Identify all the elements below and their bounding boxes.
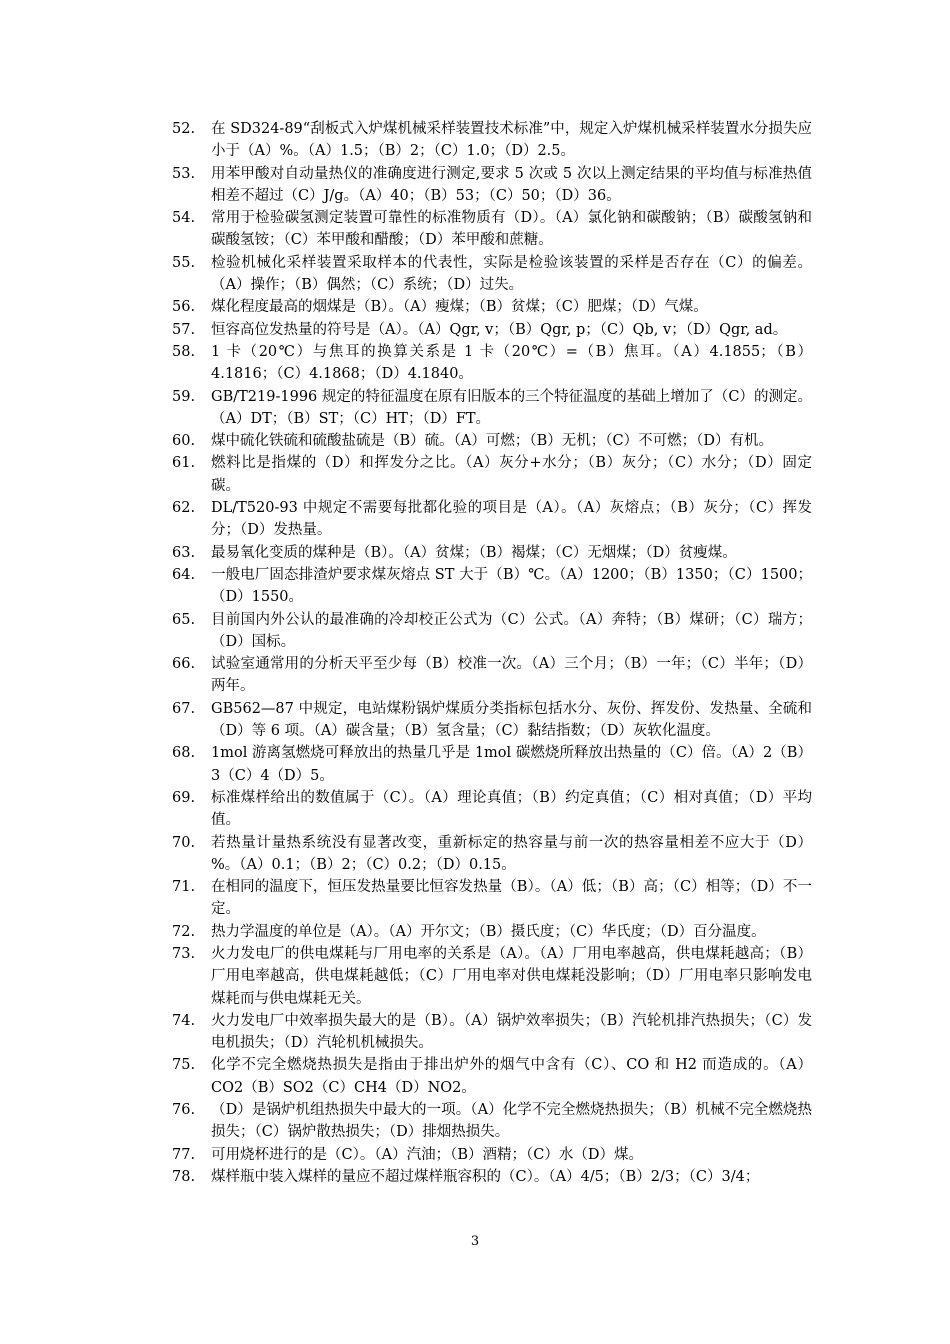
question-text: 火力发电厂的供电煤耗与厂用电率的关系是（A）。（A）厂用电率越高，供电煤耗越高；（B）厂用电率越高，供电煤耗越低；（C）厂用电率对供电煤耗没影响；（D）厂用电率只影响发电煤耗而与供电煤耗无关。 bbox=[211, 945, 812, 1007]
question-text: 恒容高位发热量的符号是（A）。（A）Qgr, v；（B）Qgr, p；（C）Qb, v；（D）Qgr, ad。 bbox=[211, 321, 788, 338]
question-text: GB562—87 中规定，电站煤粉锅炉煤质分类指标包括水分、灰份、挥发份、发热量、全硫和（D）等 6 项。（A）碳含量；（B）氢含量；（C）黏结指数；（D）灰软化温度。 bbox=[211, 700, 812, 740]
question-text: 燃料比是指煤的（D）和挥发分之比。（A）灰分+水分；（B）灰分；（C）水分；（D）固定碳。 bbox=[211, 455, 812, 494]
question-number: 68. bbox=[172, 745, 196, 762]
question-item bbox=[172, 1166, 812, 1188]
question-number: 76. bbox=[172, 1102, 196, 1119]
question-number: 52. bbox=[172, 121, 196, 137]
question-text: 可用烧杯进行的是（C）。（A）汽油；（B）酒精；（C）水（D）煤。 bbox=[211, 1146, 643, 1163]
question-item bbox=[172, 386, 812, 431]
question-number: 70. bbox=[172, 834, 196, 851]
question-text: 在相同的温度下，恒压发热量要比恒容发热量（B）。（A）低；（B）高；（C）相等；（D）不一定。 bbox=[211, 879, 812, 918]
question-text: 1mol 游离氢燃烧可释放出的热量几乎是 1mol 碳燃烧所释放出热量的（C）倍。（A）2（B）3（C）4（D）5。 bbox=[211, 745, 812, 784]
question-text: DL/T520-93 中规定不需要每批都化验的项目是（A）。（A）灰熔点；（B）灰分；（C）挥发分；（D）发热量。 bbox=[211, 500, 812, 539]
question-text: 一般电厂固态排渣炉要求煤灰熔点 ST 大于（B）℃。（A）1200；（B）1350；（C）1500；（D）1550。 bbox=[211, 566, 812, 606]
question-item bbox=[172, 497, 812, 542]
question-item bbox=[172, 118, 812, 163]
question-item bbox=[172, 1144, 812, 1166]
question-item bbox=[172, 921, 812, 943]
question-text: 试验室通常用的分析天平至少每（B）校准一次。（A）三个月；（B）一年；（C）半年；（D）两年。 bbox=[211, 656, 812, 695]
question-item bbox=[172, 653, 812, 698]
question-number: 56. bbox=[172, 299, 196, 316]
question-text: （D）是锅炉机组热损失中最大的一项。（A）化学不完全燃烧热损失；（B）机械不完全燃烧热损失；（C）锅炉散热损失；（D）排烟热损失。 bbox=[211, 1102, 812, 1141]
question-text: 热力学温度的单位是（A）。（A）开尔文；（B）摄氏度；（C）华氏度；（D）百分温度。 bbox=[211, 923, 766, 940]
question-item bbox=[172, 787, 812, 832]
question-text: 最易氧化变质的煤种是（B）。（A）贫煤；（B）褐煤；（C）无烟煤；（D）贫瘦煤。 bbox=[211, 544, 737, 561]
question-item bbox=[172, 1099, 812, 1144]
question-number: 65. bbox=[172, 611, 196, 628]
question-number: 59. bbox=[172, 388, 196, 405]
page-number: 3 bbox=[470, 1234, 480, 1249]
question-number: 53. bbox=[172, 165, 196, 182]
question-number: 61. bbox=[172, 455, 196, 472]
question-number: 74. bbox=[172, 1012, 196, 1029]
question-number: 54. bbox=[172, 210, 196, 227]
question-item bbox=[172, 252, 812, 297]
question-item bbox=[172, 430, 812, 452]
question-text: 1 卡（20℃）与焦耳的换算关系是 1 卡（20℃）=（B）焦耳。（A）4.1855；（B）4.1816；（C）4.1868；（D）4.1840。 bbox=[211, 343, 812, 383]
question-item bbox=[172, 452, 812, 497]
question-number: 71. bbox=[172, 879, 196, 896]
question-text: 目前国内外公认的最准确的冷却校正公式为（C）公式。（A）奔特；（B）煤研；（C）瑞方；（D）国标。 bbox=[211, 611, 812, 650]
question-text: 若热量计量热系统没有显著改变，重新标定的热容量与前一次的热容量相差不应大于（D）%。（A）0.1；（B）2；（C）0.2；（D）0.15。 bbox=[211, 834, 812, 873]
question-item bbox=[172, 207, 812, 252]
question-item bbox=[172, 341, 812, 386]
question-item bbox=[172, 542, 812, 564]
question-number: 64. bbox=[172, 566, 196, 583]
question-item bbox=[172, 698, 812, 743]
question-number: 75. bbox=[172, 1057, 196, 1074]
question-text: 煤样瓶中装入煤样的量应不超过煤样瓶容积的（C）。（A）4/5；（B）2/3；（C）3/4； bbox=[211, 1168, 760, 1185]
question-number: 77. bbox=[172, 1146, 196, 1163]
question-number: 63. bbox=[172, 544, 196, 561]
question-item bbox=[172, 1010, 812, 1055]
question-number: 60. bbox=[172, 433, 196, 450]
question-number: 69. bbox=[172, 789, 196, 806]
question-text: 常用于检验碳氢测定装置可靠性的标准物质有（D）。（A）氯化钠和碳酸钠；（B）碳酸氢钠和碳酸氢铵；（C）苯甲酸和醋酸；（D）苯甲酸和蔗糖。 bbox=[211, 210, 812, 249]
question-text: 化学不完全燃烧热损失是指由于排出炉外的烟气中含有（C）、CO 和 H2 而造成的。（A）CO2（B）SO2（C）CH4（D）NO2。 bbox=[211, 1057, 812, 1096]
question-text: 煤中硫化铁硫和硫酸盐硫是（B）硫。（A）可燃；（B）无机；（C）不可燃；（D）有机。 bbox=[211, 433, 773, 450]
question-item bbox=[172, 296, 812, 318]
question-item bbox=[172, 163, 812, 208]
question-text: 煤化程度最高的烟煤是（B）。（A）瘦煤；（B）贫煤；（C）肥煤；（D）气煤。 bbox=[211, 299, 708, 316]
question-text: GB/T219-1996 规定的特征温度在原有旧版本的三个特征温度的基础上增加了（C）的测定。（A）DT；（B）ST；（C）HT；（D）FT。 bbox=[211, 388, 812, 427]
question-number: 55. bbox=[172, 254, 196, 271]
question-text: 检验机械化采样装置采取样本的代表性，实际是检验该装置的采样是否存在（C）的偏差。（A）操作；（B）偶然；（C）系统；（D）过失。 bbox=[211, 254, 812, 294]
question-item bbox=[172, 943, 812, 1010]
question-text: 用苯甲酸对自动量热仪的准确度进行测定,要求 5 次或 5 次以上测定结果的平均值与标准热值相差不超过（C）J/g。（A）40；（B）53；（C）50；（D）36。 bbox=[211, 165, 812, 204]
question-list bbox=[172, 118, 812, 1188]
question-item bbox=[172, 832, 812, 877]
question-item bbox=[172, 319, 812, 341]
question-number: 57. bbox=[172, 321, 196, 338]
question-number: 62. bbox=[172, 500, 196, 517]
question-number: 72. bbox=[172, 923, 196, 940]
question-number: 66. bbox=[172, 656, 196, 673]
question-item bbox=[172, 1054, 812, 1099]
question-number: 73. bbox=[172, 945, 196, 962]
question-item bbox=[172, 742, 812, 787]
question-text: 火力发电厂中效率损失最大的是（B）。（A）锅炉效率损失；（B）汽轮机排汽热损失；（C）发电机损失；（D）汽轮机机械损失。 bbox=[211, 1012, 812, 1052]
question-number: 58. bbox=[172, 343, 196, 360]
question-item bbox=[172, 564, 812, 609]
question-item bbox=[172, 609, 812, 654]
question-number: 67. bbox=[172, 700, 196, 717]
question-text: 在 SD324-89“刮板式入炉煤机械采样装置技术标准”中，规定入炉煤机械采样装置水分损失应小于（A）%。（A）1.5；（B）2；（C）1.0；（D）2.5。 bbox=[211, 121, 812, 160]
question-text: 标准煤样给出的数值属于（C）。（A）理论真值；（B）约定真值；（C）相对真值；（D）平均值。 bbox=[211, 789, 812, 829]
question-item bbox=[172, 876, 812, 921]
question-number: 78. bbox=[172, 1168, 196, 1185]
